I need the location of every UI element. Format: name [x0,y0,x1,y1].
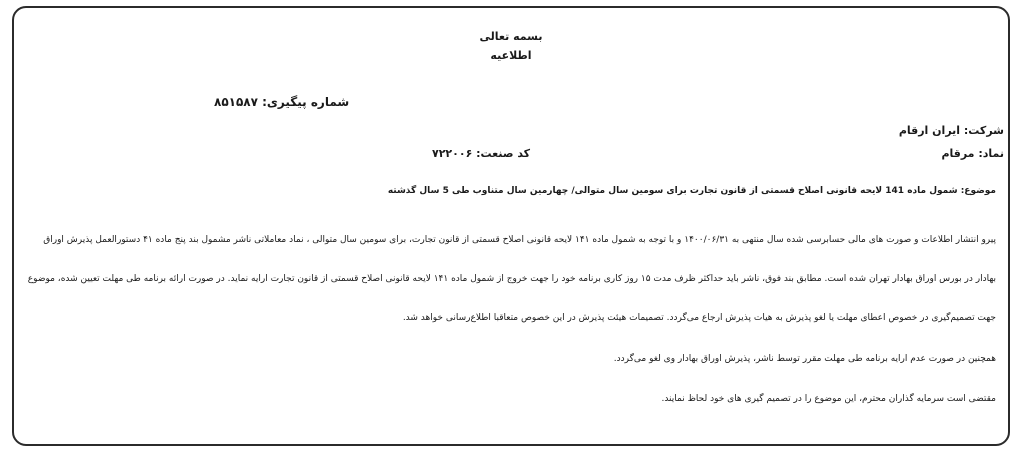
tracking-number: شماره پیگیری: ۸۵۱۵۸۷ [214,95,350,109]
header-bismillah: بسمه تعالی [479,30,543,43]
body-paragraph-1: پیرو انتشار اطلاعات و صورت های مالی حسابرسی شده سال منتهی به ۱۴۰۰/۰۶/۳۱ و با توجه به شمول ماده ۱۴۱ لایحه قانونی اصلاح قسمتی از قانون تجارت، برای سومین سال متوالی ، نماد معاملاتی ناشر مشمول بند پنج ماده ۴۱ دستورالعمل پذیرش اوراق [43,235,996,245]
industry-code: کد صنعت: ۷۲۲۰۰۶ [432,147,531,160]
header-title: اطلاعیه [490,49,532,62]
body-paragraph-2: بهادار در بورس اوراق بهادار تهران شده است. مطابق بند فوق، ناشر باید حداکثر ظرف مدت ۱۵ روز کاری برنامه خود را جهت خروج از شمول ماده ۱۴۱ لایحه قانونی اصلاح قسمتی از قانون تجارت ارایه نماید. در صورت ارائه برنامه طی مهلت تعیین شده، موضوع [27,274,996,284]
body-paragraph-5: مقتضی است سرمایه گذاران محترم، این موضوع را در تصمیم گیری های خود لحاظ نمایند. [661,394,996,404]
announcement-frame [12,6,1010,446]
subject-line: موضوع: شمول ماده 141 لایحه قانونی اصلاح قسمتی از قانون تجارت برای سومین سال متوالی/ چهارمین سال متناوب طی 5 سال گذشته [387,186,996,196]
body-paragraph-3: جهت تصمیم‌گیری در خصوص اعطای مهلت یا لغو پذیرش به هیات پذیرش ارجاع می‌گردد. تصمیمات هیئت پذیرش در این خصوص متعاقبا اطلاع‌رسانی خواهد شد. [402,313,996,323]
company-name: شرکت: ایران ارقام [898,124,1004,137]
trading-symbol: نماد: مرقام [941,147,1004,160]
body-paragraph-4: همچنین در صورت عدم ارایه برنامه طی مهلت مقرر توسط ناشر، پذیرش اوراق بهادار وی لغو می‌گردد. [613,354,996,364]
